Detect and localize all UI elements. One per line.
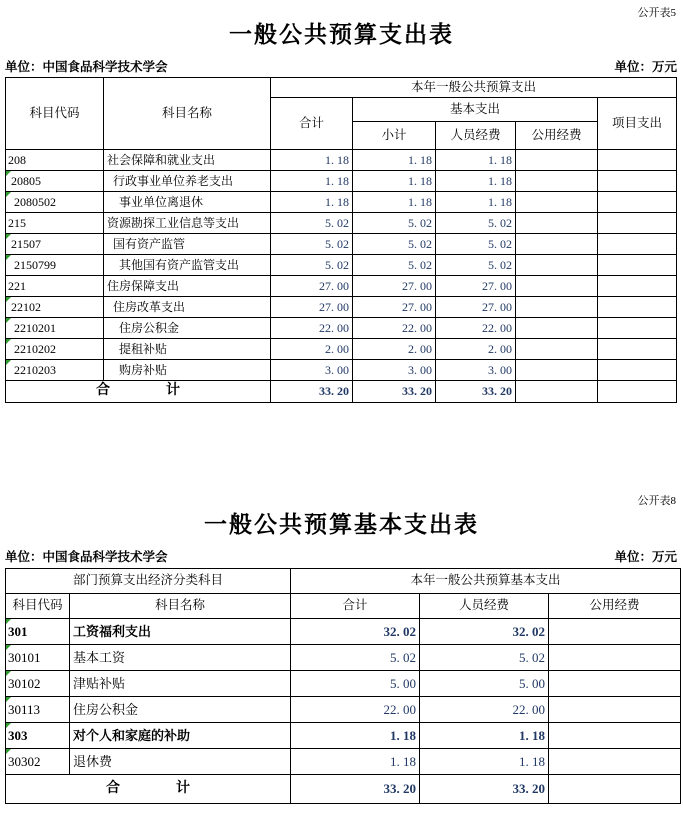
header-basic-expenditure: 基本支出 xyxy=(353,98,598,122)
amount-personnel-cell: 5. 02 xyxy=(420,645,549,671)
amount-total-cell: 1. 18 xyxy=(291,749,420,775)
excel-flag-icon xyxy=(6,255,11,260)
excel-flag-icon xyxy=(6,671,11,676)
excel-flag-icon xyxy=(6,645,11,650)
amount-personnel-cell: 5. 02 xyxy=(436,213,516,234)
subject-code-cell xyxy=(6,749,70,775)
excel-flag-icon xyxy=(6,234,11,239)
subject-code-cell xyxy=(6,697,70,723)
amount-subtotal-cell: 1. 18 xyxy=(353,192,436,213)
amount-total-cell: 1. 18 xyxy=(291,723,420,749)
amount-public-cell xyxy=(516,381,598,403)
subject-name-cell: 其他国有资产监管支出 xyxy=(104,255,271,276)
amount-subtotal-cell: 33. 20 xyxy=(353,381,436,403)
amount-personnel-cell: 1. 18 xyxy=(436,171,516,192)
subject-code-text: 20805 xyxy=(8,173,41,188)
total-row xyxy=(6,775,681,804)
amount-total-cell: 1. 18 xyxy=(271,192,353,213)
amount-total-cell: 22. 00 xyxy=(291,697,420,723)
header-current-year-basic-group: 本年一般公共预算基本支出 xyxy=(291,569,681,594)
table-row xyxy=(6,749,681,775)
total-row xyxy=(6,381,677,403)
table-row xyxy=(6,360,677,381)
amount-personnel-cell: 33. 20 xyxy=(420,775,549,804)
table-row xyxy=(6,171,677,192)
excel-flag-icon xyxy=(6,339,11,344)
amount-project-cell xyxy=(598,381,677,403)
subject-code-text: 2210203 xyxy=(8,362,56,377)
subject-name-cell: 住房保障支出 xyxy=(104,276,271,297)
sheet1-unit-row xyxy=(5,57,677,75)
table-row xyxy=(6,276,677,297)
sheet1-unit-currency-label: 单位：万元 xyxy=(614,60,677,74)
amount-total-cell: 22. 00 xyxy=(271,318,353,339)
subject-code-text: 2210202 xyxy=(8,341,56,356)
subject-name-cell: 住房公积金 xyxy=(104,318,271,339)
amount-public-cell xyxy=(516,318,598,339)
excel-flag-icon xyxy=(6,619,11,624)
subject-name-cell: 退休费 xyxy=(70,749,291,775)
subject-code-text: 21507 xyxy=(8,236,41,251)
subject-code-cell: 221 xyxy=(6,276,104,297)
amount-public-cell xyxy=(516,339,598,360)
sheet2-title: 一般公共预算基本支出表 xyxy=(204,512,479,537)
excel-flag-icon xyxy=(6,318,11,323)
amount-public-cell xyxy=(549,775,681,804)
subject-code-cell xyxy=(6,645,70,671)
amount-personnel-cell: 5. 00 xyxy=(420,671,549,697)
amount-public-cell xyxy=(516,192,598,213)
subject-code-cell xyxy=(6,671,70,697)
amount-personnel-cell: 27. 00 xyxy=(436,297,516,318)
amount-personnel-cell: 5. 02 xyxy=(436,234,516,255)
header-personnel-funds: 人员经费 xyxy=(420,594,549,619)
amount-public-cell xyxy=(516,213,598,234)
amount-public-cell xyxy=(549,749,681,775)
excel-flag-icon xyxy=(6,697,11,702)
subject-code-cell: 208 xyxy=(6,150,104,171)
excel-flag-icon xyxy=(6,360,11,365)
header-subtotal: 小计 xyxy=(353,122,436,150)
header-public-funds: 公用经费 xyxy=(516,122,598,150)
table-row xyxy=(6,645,681,671)
sheet2-unit-name-label: 单位：中国食品科学技术学会 xyxy=(5,550,168,564)
amount-public-cell xyxy=(516,276,598,297)
sheet2-unit-currency-label: 单位：万元 xyxy=(614,550,677,564)
amount-subtotal-cell: 22. 00 xyxy=(353,318,436,339)
header-economic-classification-group: 部门预算支出经济分类科目 xyxy=(6,569,291,594)
header-project-expenditure: 项目支出 xyxy=(598,98,677,150)
amount-public-cell xyxy=(516,171,598,192)
amount-project-cell xyxy=(598,318,677,339)
subject-name-cell: 住房公积金 xyxy=(70,697,291,723)
amount-personnel-cell: 1. 18 xyxy=(420,723,549,749)
amount-subtotal-cell: 5. 02 xyxy=(353,255,436,276)
subject-code-cell xyxy=(6,619,70,645)
amount-total-cell: 5. 02 xyxy=(271,213,353,234)
sheet1-title: 一般公共预算支出表 xyxy=(229,22,454,47)
table-row xyxy=(6,723,681,749)
excel-flag-icon xyxy=(6,749,11,754)
amount-personnel-cell: 5. 02 xyxy=(436,255,516,276)
excel-flag-icon xyxy=(6,192,11,197)
total-label-cell: 合 计 xyxy=(6,775,291,804)
amount-personnel-cell: 3. 00 xyxy=(436,360,516,381)
table-row xyxy=(6,671,681,697)
subject-code-cell xyxy=(6,255,104,276)
amount-total-cell: 33. 20 xyxy=(271,381,353,403)
amount-personnel-cell: 22. 00 xyxy=(436,318,516,339)
table-row xyxy=(6,619,681,645)
subject-name-cell: 住房改革支出 xyxy=(104,297,271,318)
amount-total-cell: 2. 00 xyxy=(271,339,353,360)
amount-project-cell xyxy=(598,360,677,381)
amount-public-cell xyxy=(549,697,681,723)
amount-total-cell: 32. 02 xyxy=(291,619,420,645)
excel-flag-icon xyxy=(6,297,11,302)
amount-total-cell: 27. 00 xyxy=(271,276,353,297)
amount-subtotal-cell: 3. 00 xyxy=(353,360,436,381)
amount-personnel-cell: 1. 18 xyxy=(436,150,516,171)
header-public-funds: 公用经费 xyxy=(549,594,681,619)
amount-personnel-cell: 27. 00 xyxy=(436,276,516,297)
amount-project-cell xyxy=(598,192,677,213)
excel-flag-icon xyxy=(6,723,11,728)
subject-name-cell: 资源勘探工业信息等支出 xyxy=(104,213,271,234)
subject-code-cell xyxy=(6,297,104,318)
subject-code-text: 22102 xyxy=(8,299,41,314)
amount-public-cell xyxy=(516,255,598,276)
total-label-cell: 合 计 xyxy=(6,381,271,403)
amount-total-cell: 5. 02 xyxy=(271,255,353,276)
sheet1-tag: 公开表5 xyxy=(637,7,676,19)
subject-name-cell: 社会保障和就业支出 xyxy=(104,150,271,171)
table-row xyxy=(6,150,677,171)
header-total: 合计 xyxy=(291,594,420,619)
amount-public-cell xyxy=(516,150,598,171)
subject-code-text: 30302 xyxy=(8,753,41,769)
amount-personnel-cell: 1. 18 xyxy=(436,192,516,213)
table-row xyxy=(6,318,677,339)
header-subject-code: 科目代码 xyxy=(6,78,104,150)
table-row xyxy=(6,255,677,276)
amount-public-cell xyxy=(549,723,681,749)
header-total: 合计 xyxy=(271,98,353,150)
amount-public-cell xyxy=(549,645,681,671)
amount-public-cell xyxy=(549,671,681,697)
subject-code-text: 2210201 xyxy=(8,320,56,335)
subject-code-cell xyxy=(6,234,104,255)
amount-subtotal-cell: 5. 02 xyxy=(353,234,436,255)
amount-personnel-cell: 1. 18 xyxy=(420,749,549,775)
amount-subtotal-cell: 27. 00 xyxy=(353,276,436,297)
amount-total-cell: 1. 18 xyxy=(271,171,353,192)
subject-name-cell: 对个人和家庭的补助 xyxy=(70,723,291,749)
subject-code-text: 2150799 xyxy=(8,257,56,272)
amount-project-cell xyxy=(598,213,677,234)
amount-total-cell: 27. 00 xyxy=(271,297,353,318)
amount-total-cell: 5. 00 xyxy=(291,671,420,697)
subject-code-cell: 215 xyxy=(6,213,104,234)
amount-personnel-cell: 2. 00 xyxy=(436,339,516,360)
subject-code-text: 30101 xyxy=(8,649,41,665)
subject-code-text: 303 xyxy=(8,727,28,743)
subject-name-cell: 购房补贴 xyxy=(104,360,271,381)
subject-name-cell: 事业单位离退休 xyxy=(104,192,271,213)
subject-name-cell: 津贴补贴 xyxy=(70,671,291,697)
table-row xyxy=(6,697,681,723)
amount-personnel-cell: 33. 20 xyxy=(436,381,516,403)
excel-flag-icon xyxy=(6,171,11,176)
amount-public-cell xyxy=(516,297,598,318)
header-personnel-funds: 人员经费 xyxy=(436,122,516,150)
header-subject-code: 科目代码 xyxy=(6,594,70,619)
amount-public-cell xyxy=(549,619,681,645)
subject-code-cell xyxy=(6,339,104,360)
subject-name-cell: 国有资产监管 xyxy=(104,234,271,255)
subject-code-cell xyxy=(6,723,70,749)
subject-code-text: 301 xyxy=(8,623,28,639)
sheet1-unit-name-label: 单位：中国食品科学技术学会 xyxy=(5,60,168,74)
amount-public-cell xyxy=(516,360,598,381)
subject-code-cell xyxy=(6,360,104,381)
amount-total-cell: 5. 02 xyxy=(271,234,353,255)
amount-total-cell: 3. 00 xyxy=(271,360,353,381)
amount-subtotal-cell: 2. 00 xyxy=(353,339,436,360)
table-row xyxy=(6,234,677,255)
amount-subtotal-cell: 5. 02 xyxy=(353,213,436,234)
general-budget-expenditure-table xyxy=(5,77,677,403)
amount-total-cell: 33. 20 xyxy=(291,775,420,804)
amount-total-cell: 1. 18 xyxy=(271,150,353,171)
amount-project-cell xyxy=(598,150,677,171)
subject-code-cell xyxy=(6,171,104,192)
amount-project-cell xyxy=(598,297,677,318)
header-current-year-group: 本年一般公共预算支出 xyxy=(271,78,677,98)
amount-project-cell xyxy=(598,276,677,297)
amount-project-cell xyxy=(598,171,677,192)
amount-public-cell xyxy=(516,234,598,255)
header-subject-name: 科目名称 xyxy=(70,594,291,619)
amount-subtotal-cell: 1. 18 xyxy=(353,171,436,192)
amount-personnel-cell: 22. 00 xyxy=(420,697,549,723)
amount-project-cell xyxy=(598,234,677,255)
sheet2-tag: 公开表8 xyxy=(637,495,676,507)
table-row xyxy=(6,192,677,213)
subject-name-cell: 行政事业单位养老支出 xyxy=(104,171,271,192)
subject-code-cell xyxy=(6,192,104,213)
subject-code-text: 30113 xyxy=(8,701,41,717)
amount-project-cell xyxy=(598,255,677,276)
amount-subtotal-cell: 27. 00 xyxy=(353,297,436,318)
subject-code-text: 2080502 xyxy=(8,194,56,209)
amount-project-cell xyxy=(598,339,677,360)
subject-code-cell xyxy=(6,318,104,339)
subject-code-text: 30102 xyxy=(8,675,41,691)
basic-expenditure-table xyxy=(5,568,681,804)
subject-name-cell: 工资福利支出 xyxy=(70,619,291,645)
subject-name-cell: 提租补贴 xyxy=(104,339,271,360)
amount-personnel-cell: 32. 02 xyxy=(420,619,549,645)
table-row xyxy=(6,339,677,360)
sheet2-unit-row xyxy=(5,547,677,565)
header-subject-name: 科目名称 xyxy=(104,78,271,150)
table-row xyxy=(6,297,677,318)
amount-total-cell: 5. 02 xyxy=(291,645,420,671)
amount-subtotal-cell: 1. 18 xyxy=(353,150,436,171)
table-row xyxy=(6,213,677,234)
subject-name-cell: 基本工资 xyxy=(70,645,291,671)
